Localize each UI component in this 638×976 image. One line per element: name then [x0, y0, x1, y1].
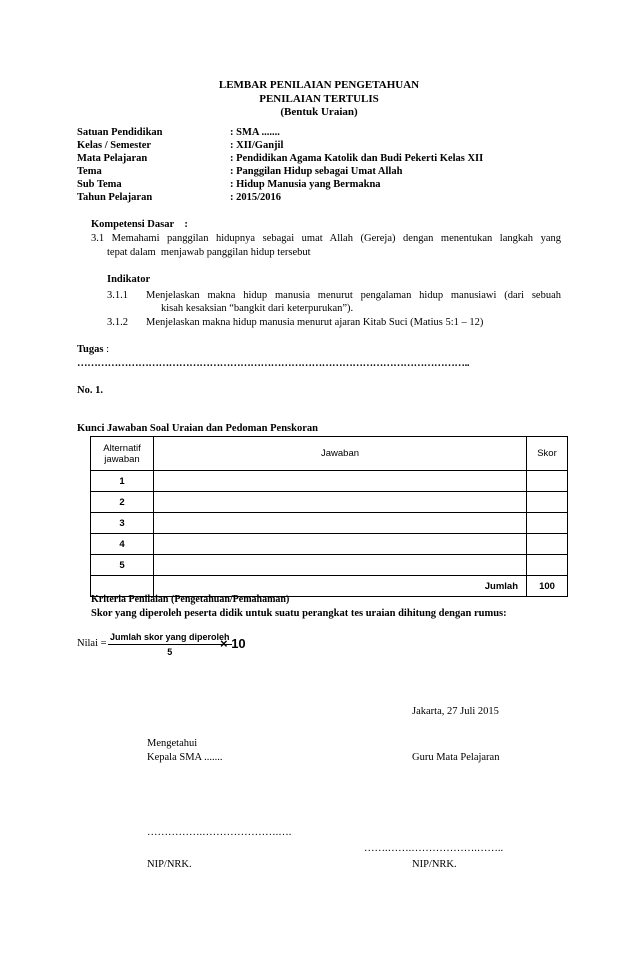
- table-header-row: [91, 437, 568, 471]
- total-label: Jumlah: [154, 576, 527, 597]
- signature-line-right: …….…….……………….……..: [364, 843, 504, 854]
- row-number: 3: [91, 513, 154, 534]
- jawaban-cell: [154, 555, 527, 576]
- jawaban-cell: [154, 513, 527, 534]
- identity-value: : SMA .......: [230, 127, 280, 138]
- indikator-text: kisah kesaksian “bangkit dari keterpurukan”).: [161, 303, 354, 314]
- doc-title-line3: (Bentuk Uraian): [280, 106, 358, 118]
- identity-value: : 2015/2016: [230, 192, 282, 203]
- tugas-label: Tugas: [77, 344, 104, 355]
- skor-cell: [527, 471, 568, 492]
- question-number: No. 1.: [77, 385, 103, 396]
- skor-cell: [527, 492, 568, 513]
- indikator-number: 3.1.1: [107, 290, 128, 301]
- identity-value: : Pendidikan Agama Katolik dan Budi Pekerti Kelas XII: [230, 153, 484, 164]
- skor-cell: [527, 513, 568, 534]
- mengetahui-label: Mengetahui: [147, 738, 198, 749]
- total-value: 100: [527, 576, 568, 597]
- jawaban-cell: [154, 492, 527, 513]
- formula-multiplier: × 10: [220, 636, 246, 651]
- kunci-table: [90, 436, 568, 597]
- identity-label: Tahun Pelajaran: [77, 192, 153, 203]
- kriteria-line1: Kriteria Penilaian (Pengetahuan/Pemahaman): [91, 594, 290, 605]
- tugas-line: [77, 344, 109, 355]
- signature-line-left: …………….………………….….: [147, 827, 292, 838]
- identity-label: Kelas / Semester: [77, 140, 152, 151]
- row-number: 2: [91, 492, 154, 513]
- kriteria-line2: Skor yang diperoleh peserta didik untuk suatu perangkat tes uraian dihitung dengan rumus:: [91, 608, 507, 619]
- formula-fraction: [108, 632, 232, 657]
- kd-line1: 3.1 Memahami panggilan hidupnya sebagai umat Allah (Gereja) dengan menentukan langkah yang: [91, 233, 561, 244]
- doc-title-line2: PENILAIAN TERTULIS: [259, 93, 379, 105]
- kepala-sekolah-label: Kepala SMA .......: [147, 752, 223, 763]
- col-jawaban-header: Jawaban: [154, 437, 527, 471]
- identity-value: : Hidup Manusia yang Bermakna: [230, 179, 381, 190]
- indikator-text: Menjelaskan makna hidup manusia menurut pengalaman hidup manusiawi (dari sebuah: [146, 290, 561, 301]
- table-row: [91, 513, 568, 534]
- identity-label: Mata Pelajaran: [77, 153, 148, 164]
- place-date: Jakarta, 27 Juli 2015: [412, 706, 499, 717]
- indikator-heading: Indikator: [107, 274, 151, 285]
- identity-value: : Panggilan Hidup sebagai Umat Allah: [230, 166, 403, 177]
- formula-numerator: Jumlah skor yang diperoleh: [108, 632, 232, 645]
- formula-denominator: 5: [167, 647, 173, 657]
- kompetensi-heading: Kompetensi Dasar :: [91, 219, 188, 230]
- tugas-colon: :: [103, 344, 110, 355]
- jawaban-cell: [154, 471, 527, 492]
- row-number: 1: [91, 471, 154, 492]
- doc-title-line1: LEMBAR PENILAIAN PENGETAHUAN: [218, 79, 420, 91]
- jawaban-cell: [154, 534, 527, 555]
- col-alternatif-header: Alternatif jawaban: [91, 437, 154, 471]
- row-number: 4: [91, 534, 154, 555]
- skor-cell: [527, 555, 568, 576]
- table-row: [91, 534, 568, 555]
- identity-label: Tema: [77, 166, 102, 177]
- table-row: [91, 492, 568, 513]
- nip-left: NIP/NRK.: [147, 859, 192, 870]
- identity-label: Satuan Pendidikan: [77, 127, 163, 138]
- col-skor-header: Skor: [527, 437, 568, 471]
- kd-line2: tepat dalam menjawab panggilan hidup tersebut: [107, 247, 311, 258]
- nilai-label: Nilai =: [77, 638, 107, 649]
- identity-label: Sub Tema: [77, 179, 122, 190]
- guru-label: Guru Mata Pelajaran: [412, 752, 500, 763]
- tugas-dots: ……………………………………………………………………………………………………..: [77, 358, 470, 369]
- row-number: 5: [91, 555, 154, 576]
- identity-value: : XII/Ganjil: [230, 140, 284, 151]
- skor-cell: [527, 534, 568, 555]
- nip-right: NIP/NRK.: [412, 859, 457, 870]
- kunci-heading: Kunci Jawaban Soal Uraian dan Pedoman Penskoran: [77, 423, 318, 434]
- table-row: [91, 471, 568, 492]
- indikator-text: Menjelaskan makna hidup manusia menurut ajaran Kitab Suci (Matius 5:1 – 12): [146, 317, 484, 328]
- table-row: [91, 555, 568, 576]
- indikator-number: 3.1.2: [107, 317, 128, 328]
